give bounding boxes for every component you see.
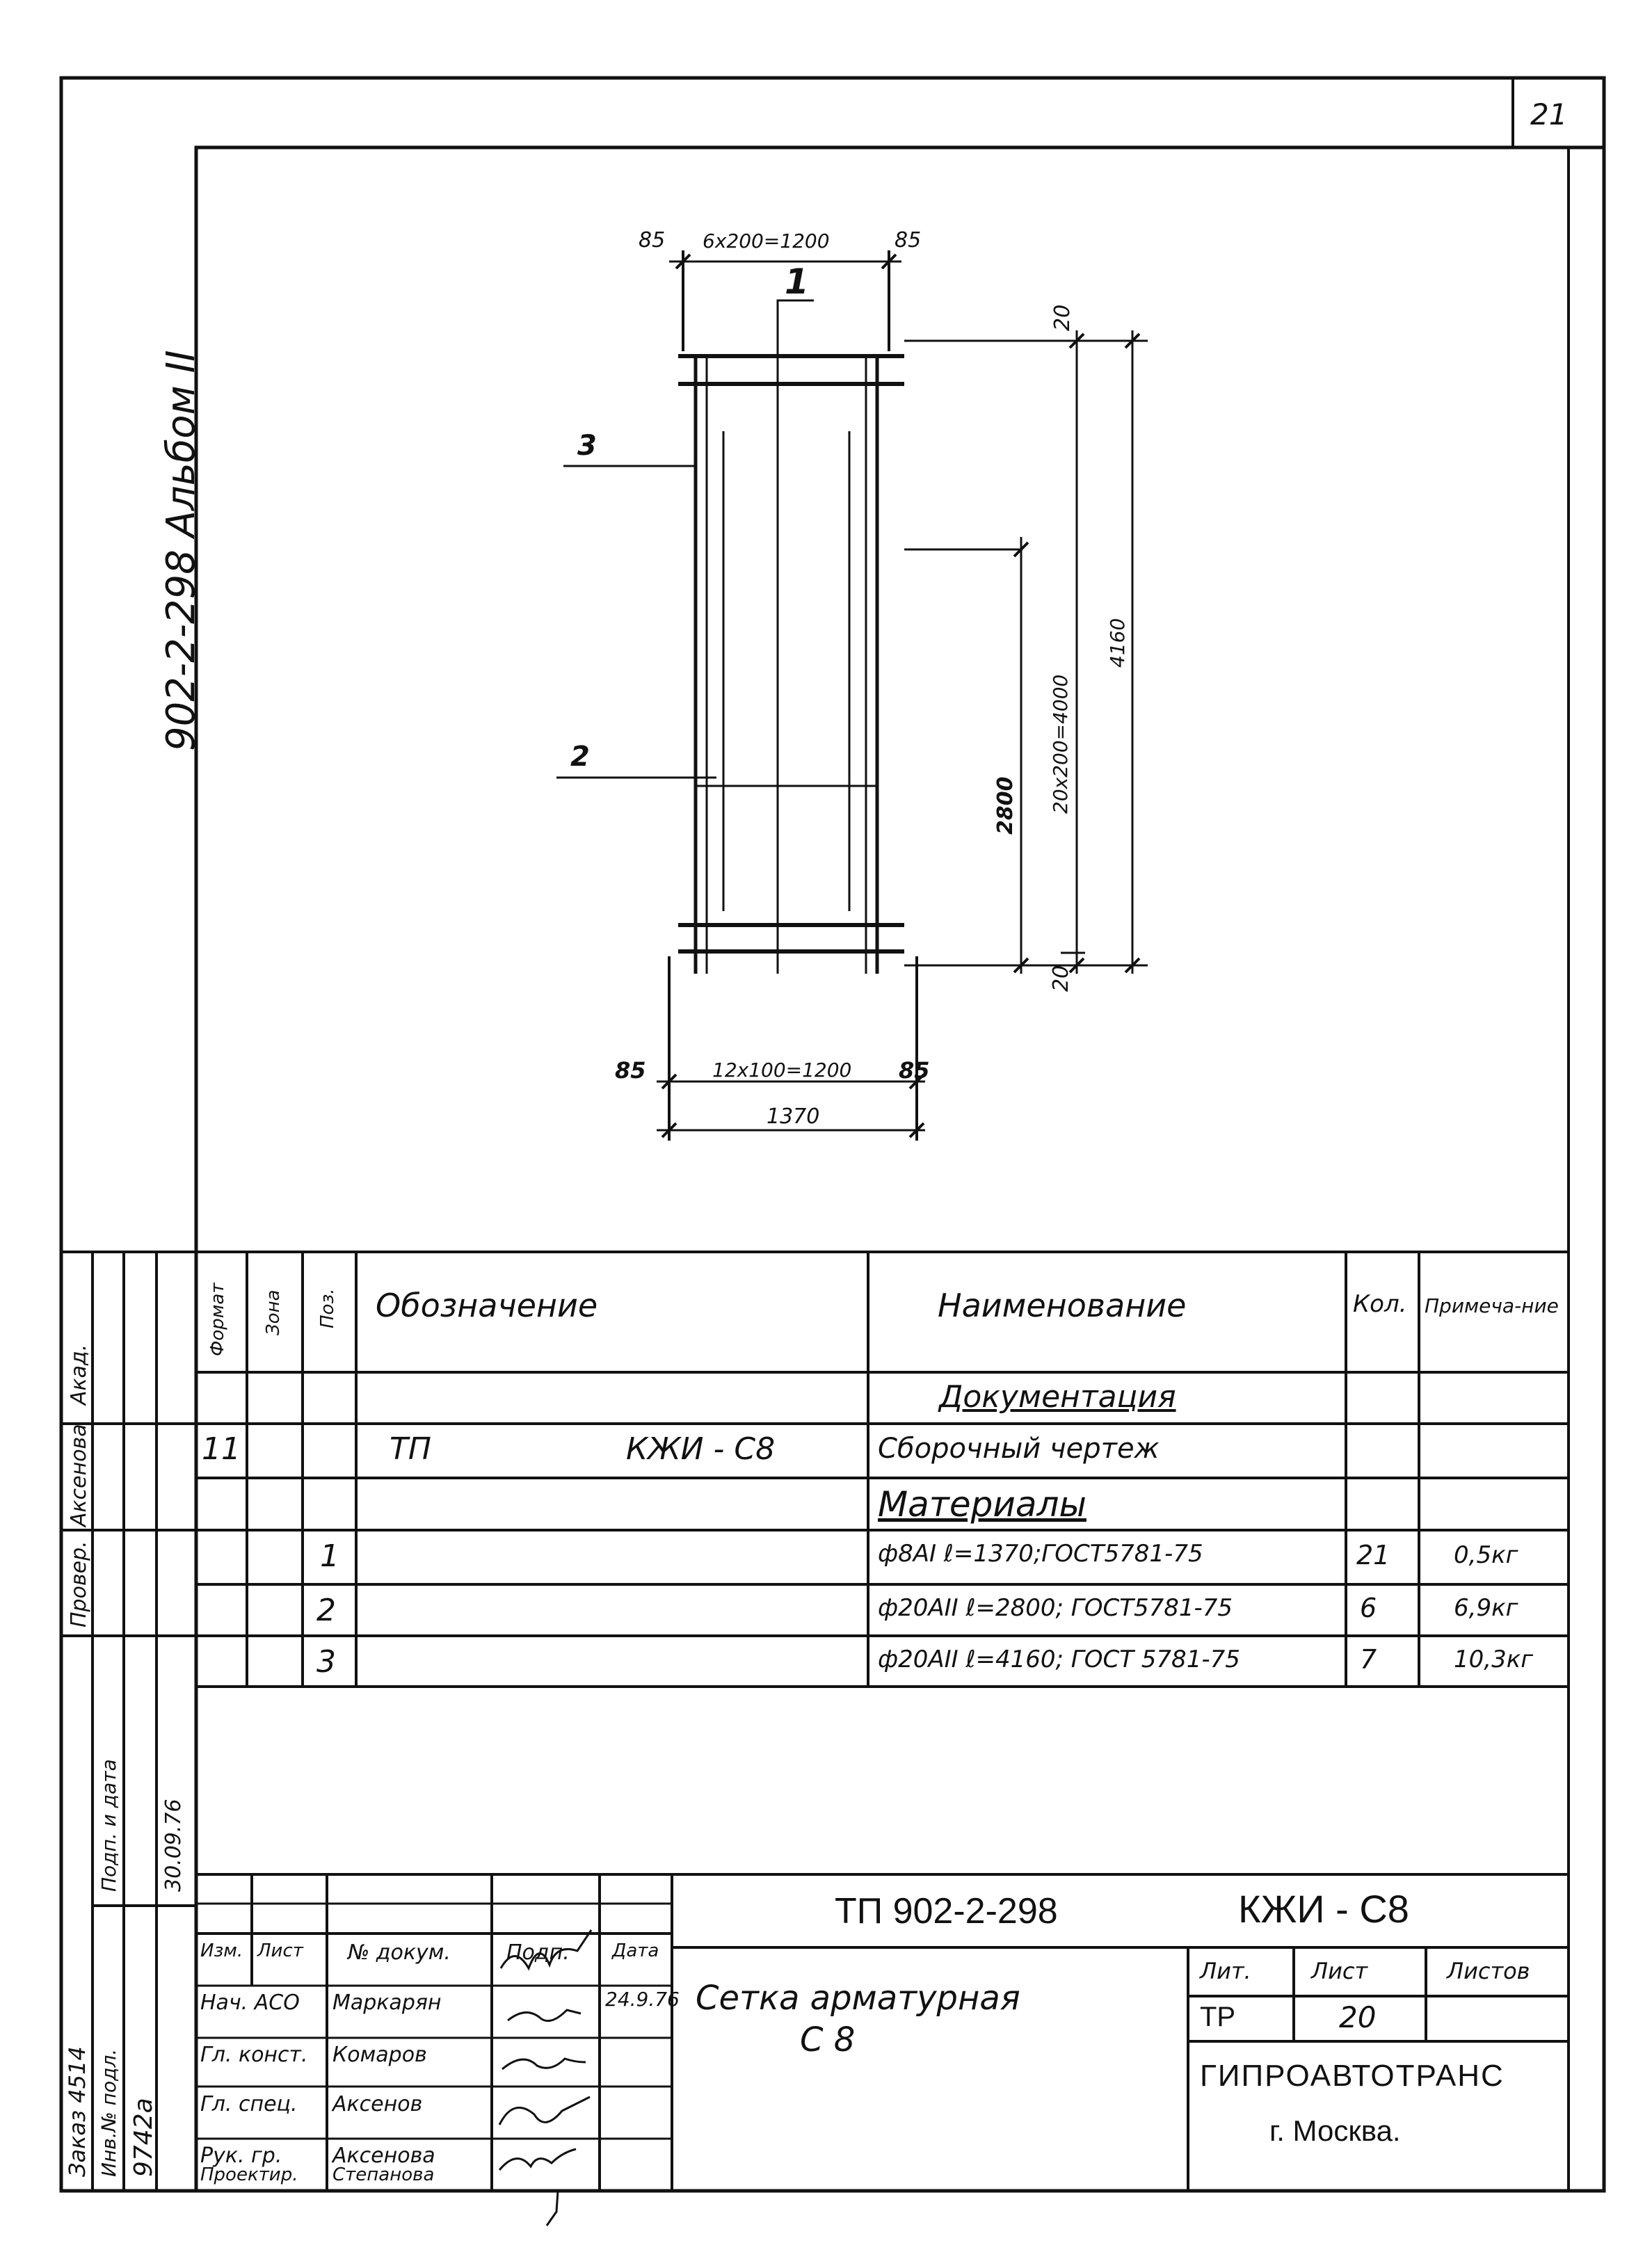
stamp-sign-date: Подп. и дата <box>97 1759 120 1892</box>
col-list: Лист <box>257 1940 303 1961</box>
role-3: Гл. спец. <box>200 2092 298 2116</box>
header-zone: Зона <box>263 1289 284 1335</box>
sheets-label: Листов <box>1447 1958 1530 1984</box>
sheet-value: 20 <box>1339 2000 1377 2034</box>
row-2-qty: 6 <box>1360 1593 1377 1623</box>
row-2-name: ф20AII ℓ=2800; ГОСТ5781-75 <box>878 1594 1233 1622</box>
col-doc: № докум. <box>348 1940 451 1965</box>
header-qty: Кол. <box>1353 1290 1407 1318</box>
doc-row-designation-right: КЖИ - С8 <box>626 1431 776 1467</box>
doc-row-name: Сборочный чертеж <box>878 1433 1160 1465</box>
role-5-name: Степанова <box>332 2164 435 2185</box>
dim-right-bottom-margin: 20 <box>1049 965 1073 992</box>
header-note: Примеча-ние <box>1425 1294 1559 1317</box>
section-materials: Материалы <box>878 1484 1086 1525</box>
row-3-pos: 3 <box>316 1644 336 1680</box>
row-2-note: 6,9кг <box>1454 1594 1518 1622</box>
row-3-name: ф20AII ℓ=4160; ГОСТ 5781-75 <box>878 1646 1240 1673</box>
col-date: Дата <box>612 1940 659 1961</box>
stamp-sign-date-value: 30.09.76 <box>161 1799 186 1892</box>
stamp-verified: Провер. <box>67 1541 91 1627</box>
role-5: Проектир. <box>200 2164 298 2185</box>
position-1-label: 1 <box>785 262 809 302</box>
section-docs: Документация <box>939 1379 1176 1415</box>
sheet-corner-number: 21 <box>1530 97 1568 131</box>
dim-bottom-left-offset: 85 <box>615 1057 646 1084</box>
stamp-aksenova: Аксенова <box>67 1424 91 1527</box>
drawing-title-line1: Сетка арматурная <box>696 1979 1020 2018</box>
dim-bottom-spacing: 12x100=1200 <box>712 1059 852 1082</box>
header-pos: Поз. <box>317 1288 338 1328</box>
position-2-label: 2 <box>570 741 590 773</box>
row-3-note: 10,3кг <box>1454 1646 1534 1673</box>
stamp-order: Заказ 4514 <box>64 2046 90 2177</box>
city-name: г. Москва. <box>1269 2114 1401 2147</box>
doc-code-right: КЖИ - С8 <box>1238 1887 1409 1931</box>
dim-middle-length: 20x200=4000 <box>1049 674 1072 814</box>
dim-top-left-offset: 85 <box>639 228 666 252</box>
stamp-akad: Акад. <box>67 1344 91 1405</box>
row-3-qty: 7 <box>1360 1644 1377 1675</box>
row-1-note: 0,5кг <box>1454 1541 1518 1569</box>
role-4-name: Аксенова <box>332 2144 435 2168</box>
drawing-title-line2: С 8 <box>800 2020 856 2059</box>
dim-right-top-margin: 20 <box>1050 304 1075 331</box>
dim-top-right-offset: 85 <box>895 228 922 252</box>
stamp-inv-value: 9742а <box>129 2098 158 2177</box>
album-label: 902-2-298 Альбом II <box>159 350 204 751</box>
header-name: Наименование <box>938 1287 1187 1324</box>
role-4: Рук. гр. <box>200 2144 282 2168</box>
dim-overall-width: 1370 <box>767 1104 820 1129</box>
role-1: Нач. ACO <box>200 1991 300 2015</box>
org-name: ГИПРОАВТОТРАНС <box>1200 2059 1505 2093</box>
col-izm: Изм. <box>200 1940 243 1961</box>
sheet-label: Лист <box>1311 1958 1368 1984</box>
row-1-name: ф8AI ℓ=1370;ГОСТ5781-75 <box>878 1540 1203 1568</box>
lit-value: ТР <box>1200 2002 1236 2032</box>
doc-code-left: ТП 902-2-298 <box>835 1891 1058 1931</box>
role-1-name: Маркарян <box>332 1991 442 2015</box>
header-format: Формат <box>207 1283 228 1356</box>
row-1-qty: 21 <box>1356 1540 1390 1570</box>
role-3-name: Аксенов <box>332 2092 423 2116</box>
lit-label: Лит. <box>1200 1958 1251 1984</box>
role-2-name: Комаров <box>332 2043 427 2067</box>
position-3-label: 3 <box>577 430 597 462</box>
dim-top-spacing: 6x200=1200 <box>703 230 830 252</box>
col-sign: Подп. <box>506 1940 570 1965</box>
dim-bottom-right-offset: 85 <box>899 1057 930 1084</box>
dim-overall-length: 4160 <box>1106 618 1129 668</box>
row-1-pos: 1 <box>320 1538 339 1574</box>
role-2: Гл. конст. <box>200 2043 308 2067</box>
doc-row-designation-left: ТП <box>390 1431 431 1467</box>
header-designation: Обозначение <box>376 1287 598 1324</box>
role-1-date: 24.9.76 <box>605 1988 680 2011</box>
row-2-pos: 2 <box>316 1593 336 1628</box>
doc-row-format: 11 <box>202 1431 241 1467</box>
stamp-inv: Инв.№ подл. <box>97 2048 120 2177</box>
dim-inner-length: 2800 <box>993 776 1018 835</box>
